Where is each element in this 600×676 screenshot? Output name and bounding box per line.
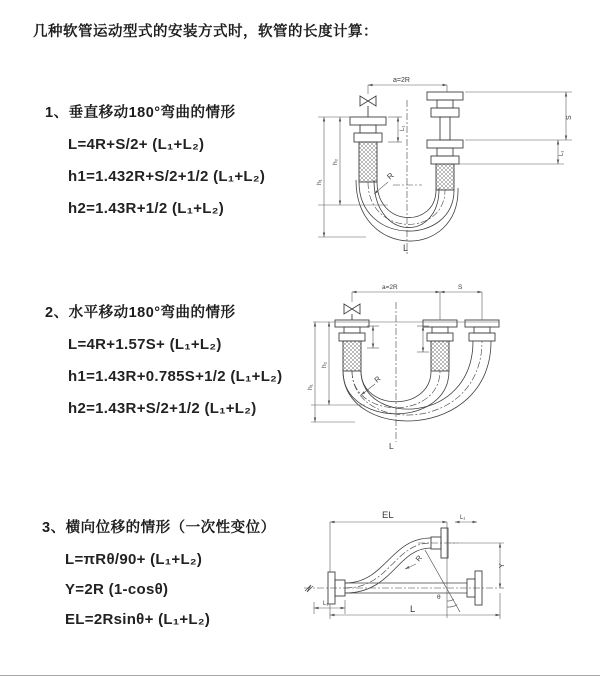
right-hose-fitting (465, 320, 499, 341)
theta-angle-arc-1 (447, 599, 454, 601)
formula-h1: h1=1.432R+S/2+1/2 (L₁+L₂) (68, 168, 266, 185)
pipe-axis-break-symbol (305, 585, 313, 592)
diagram-vertical-180-bend (310, 70, 590, 260)
dim-label-h2: h₂ (321, 361, 328, 368)
bend-radius-label: R (413, 553, 425, 564)
diagram-lateral-displacement (298, 498, 600, 648)
s-curve-hose (345, 538, 431, 593)
dim-label-h1: h₁ (307, 384, 314, 390)
dim-label-l1-bottom: L₁ (323, 601, 329, 607)
valve-icon (344, 304, 360, 320)
dim-label-h1: h₁ (316, 179, 323, 185)
length-label: L (389, 441, 394, 451)
dimension-lines (311, 292, 499, 422)
section-1 (45, 101, 265, 231)
valve-icon (360, 96, 376, 117)
length-label: L (410, 604, 416, 615)
middle-hose-fitting (423, 320, 457, 371)
length-label: L (403, 243, 409, 253)
dim-label-y: Y (499, 563, 506, 568)
dim-label-h2: h₂ (332, 158, 339, 165)
section-3-heading: 3、横向位移的情形（一次性变位） (42, 520, 276, 536)
right-hose-fitting (427, 92, 463, 190)
page-title: 几种软管运动型式的安装方式时，软管的长度计算： (33, 24, 378, 40)
formula-h2: h2=1.43R+S/2+1/2 (L₁+L₂) (68, 400, 257, 417)
section-2-heading: 2、水平移动180°弯曲的情形 (45, 305, 236, 321)
dim-label-el: EL (382, 510, 394, 521)
dim-label-l1-top: L₁ (460, 515, 466, 521)
dim-label-s: S (566, 115, 573, 120)
left-hose-fitting (335, 320, 369, 371)
dim-label-a2r: a=2R (382, 284, 398, 291)
hose-u-bends (343, 341, 491, 421)
formula-L: L=4R+S/2+ (L₁+L₂) (68, 136, 205, 153)
dim-label-a2r: a=2R (393, 77, 410, 84)
formula-Y: Y=2R (1-cosθ) (65, 581, 169, 598)
dim-label-l1-right: L₁ (559, 150, 565, 156)
diagram-horizontal-180-bend (303, 282, 600, 452)
section-3 (42, 516, 276, 640)
formula-EL: EL=2Rsinθ+ (L₁+L₂) (65, 611, 211, 628)
bend-radius-label: R (372, 374, 383, 385)
formula-h1: h1=1.43R+0.785S+1/2 (L₁+L₂) (68, 368, 283, 385)
formula-L: L=πRθ/90+ (L₁+L₂) (65, 551, 203, 568)
dimension-lines (314, 522, 504, 619)
dim-label-s: S (458, 284, 463, 291)
theta-label: θ (437, 594, 441, 601)
formula-h2: h2=1.43R+1/2 (L₁+L₂) (68, 200, 225, 217)
radius-angle-line (425, 550, 460, 612)
section-2 (45, 301, 282, 431)
bend-radius-label: R (385, 170, 396, 182)
formula-L: L=4R+1.57S+ (L₁+L₂) (68, 336, 222, 353)
section-1-heading: 1、垂直移动180°弯曲的情形 (45, 105, 236, 121)
left-hose-fitting (350, 117, 386, 182)
dim-label-l1-left: L₁ (400, 125, 406, 131)
